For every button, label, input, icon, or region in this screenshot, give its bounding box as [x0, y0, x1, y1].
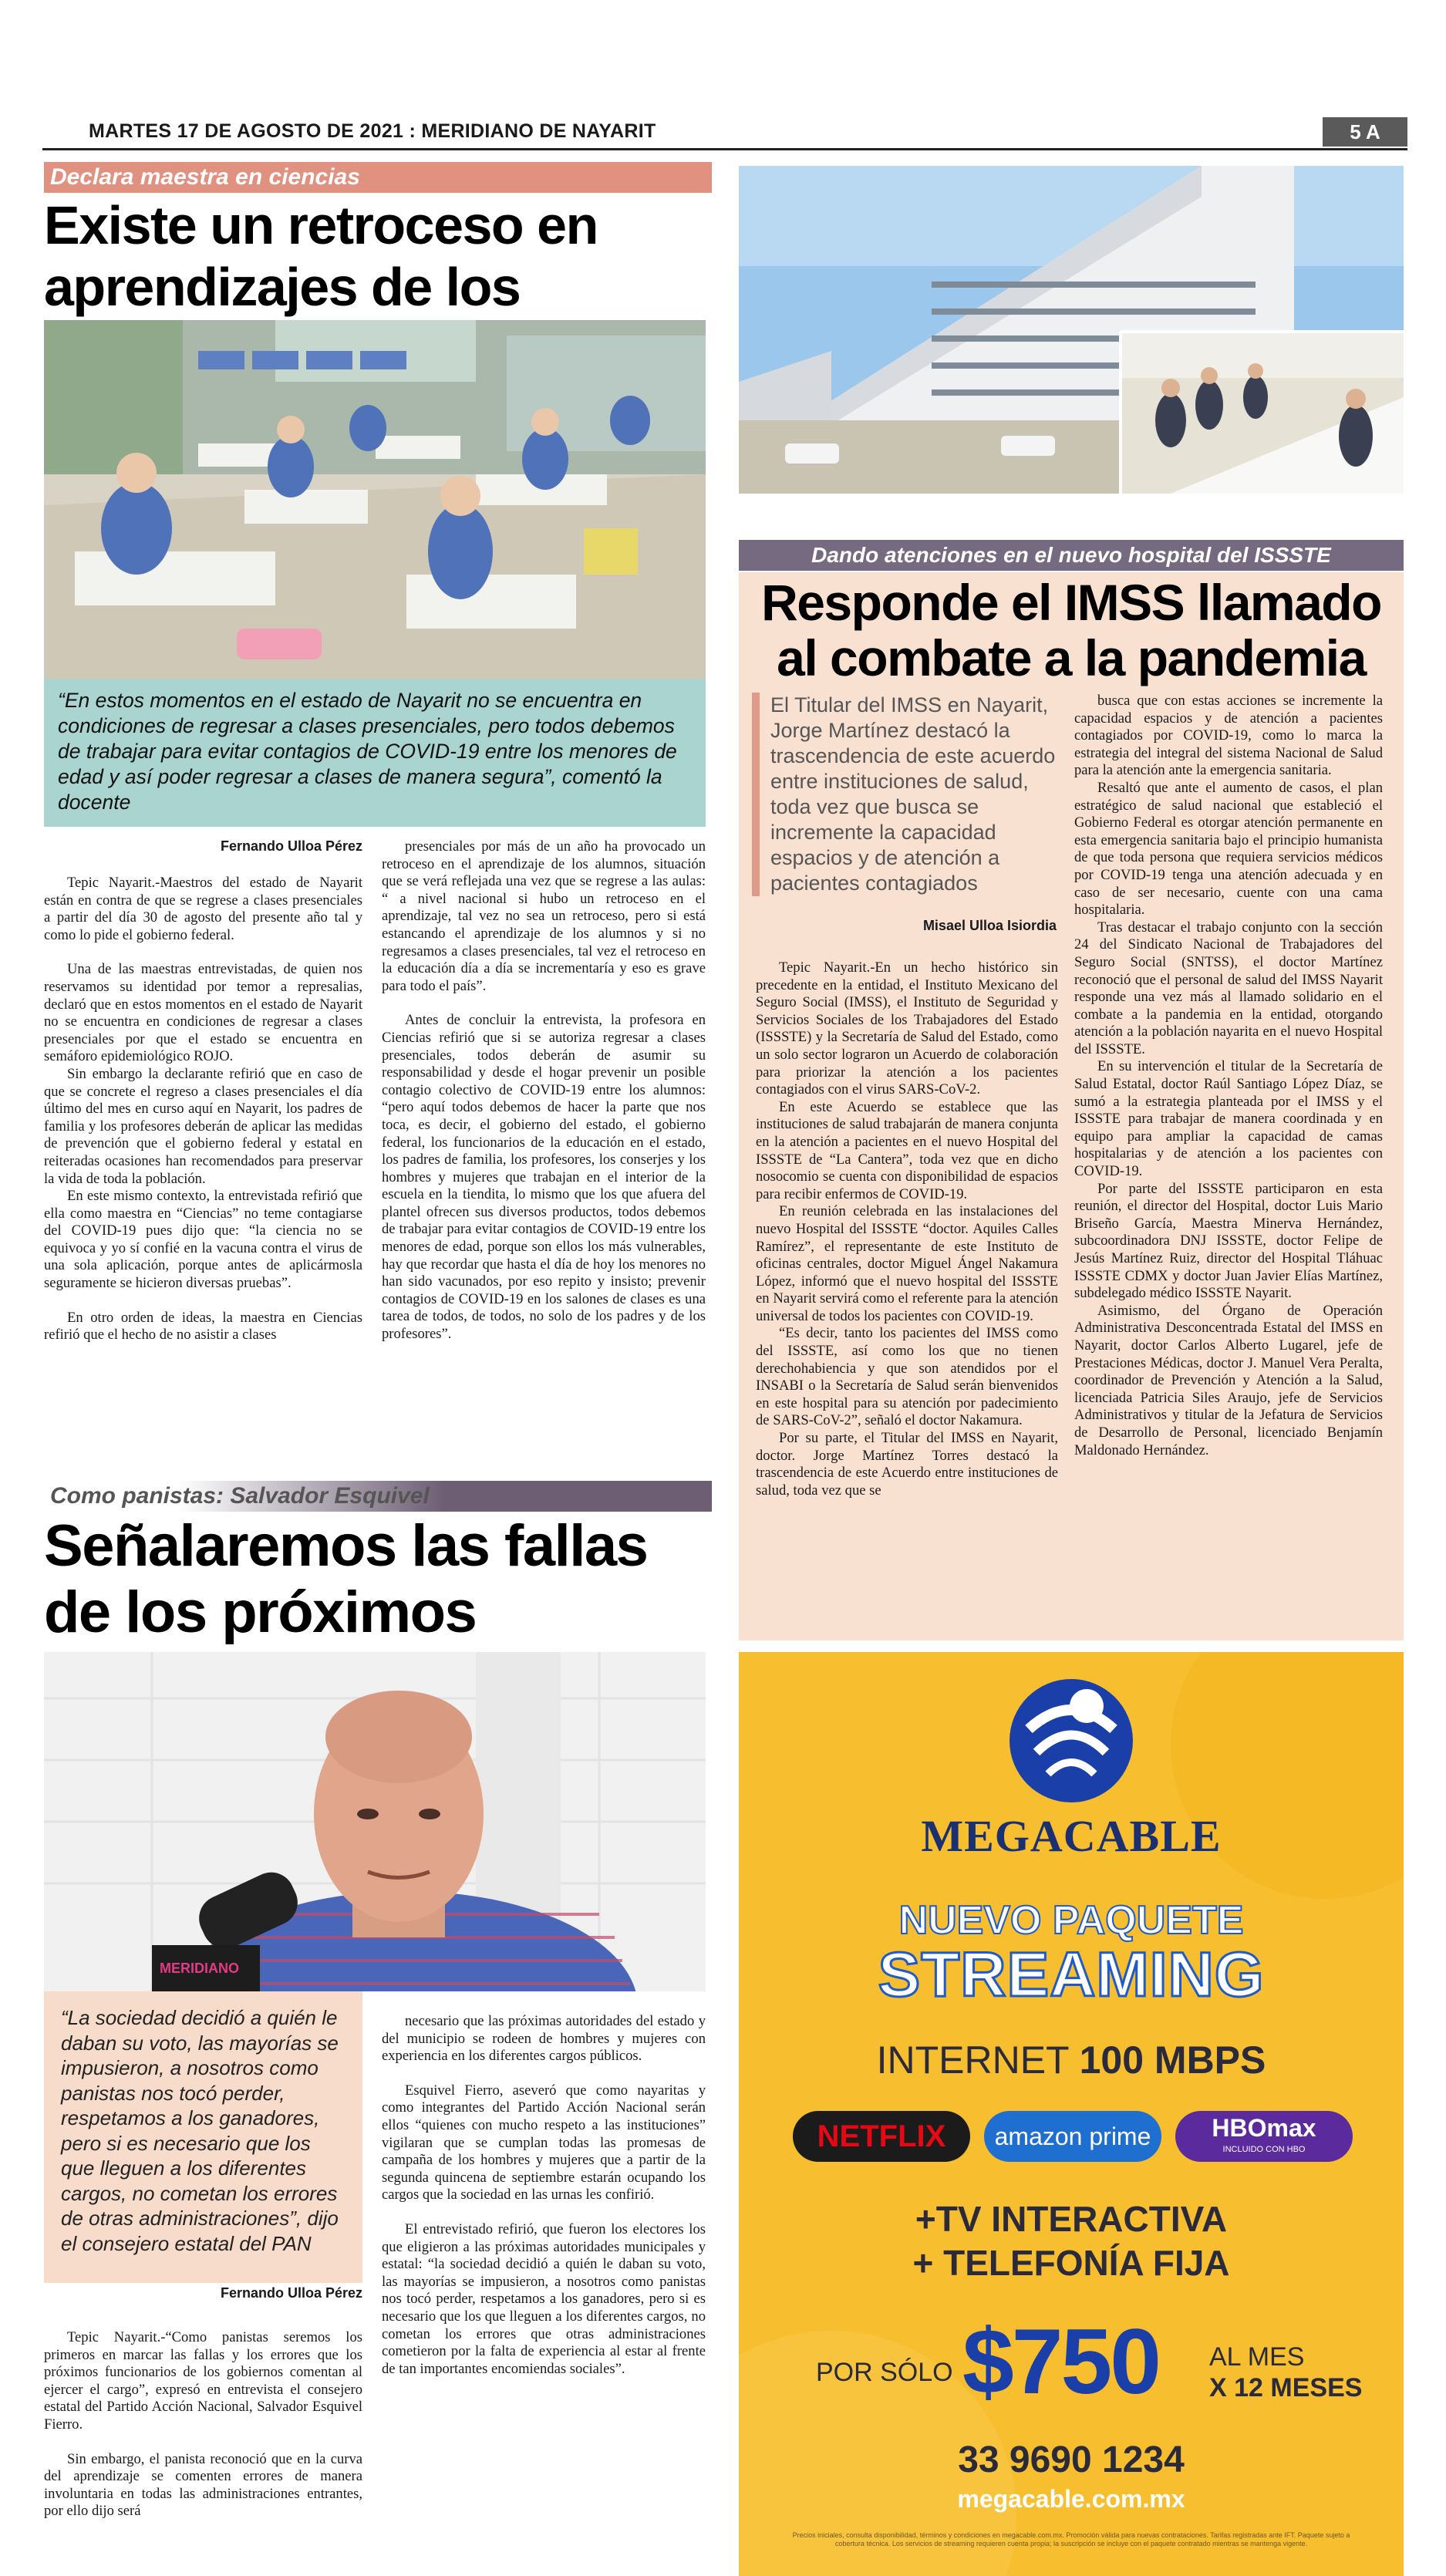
article2-c1-p2: En este Acuerdo se establece que las instituciones de salud trabajarán de manera conjunta en la atención a pacientes en el nuevo Hospital del ISSSTE de “La Cantera”, toda vez que en dicho nosocomio se cuenta con disponibilidad de espacios para recibir enfermos de COVID-19.: [756, 1098, 1058, 1202]
megacable-logo-icon: [1006, 1675, 1137, 1806]
masthead: [42, 117, 1407, 150]
page-number: 5 A: [1323, 117, 1407, 147]
ad-price-prefix: POR SÓLO: [816, 2358, 953, 2387]
article3-c1-p2: Sin embargo, el panista reconoció que en la curva del aprendizaje se comenten errores de manera involuntaria en todas las administraciones entrantes, por ello dijo será: [44, 2450, 362, 2520]
ad-internet-speed: 100 MBPS: [1079, 2038, 1266, 2082]
ad-phone[interactable]: 33 9690 1234: [958, 2439, 1185, 2480]
ad-price-note-1: AL MES: [1209, 2342, 1305, 2372]
ad-website-link[interactable]: megacable.com.mx: [957, 2485, 1185, 2513]
article2-c2-p1: busca que con estas acciones se incremente la capacidad espacios y de atención a pacientes contagiados por COVID-19, como lo marca la estrategia del integral del sistema Nacional de Salud para la atención ante la emergencia sanitaria.: [1074, 693, 1383, 779]
ad-price: $750: [962, 2310, 1159, 2413]
masthead-date-line: MARTES 17 DE AGOSTO DE 2021 : MERIDIANO DE NAYARIT: [89, 120, 656, 142]
megacable-brand: MEGACABLE: [921, 1811, 1222, 1861]
article3-c1-p1: Tepic Nayarit.-“Como panistas seremos los primeros en marcar las fallas y los errores que los próximos funcionarios de los gobiernos comentan al ejercer el cargo”, expresó en entrevista el consejero estatal del Partido Acción Nacional, Salvador Esquivel Fierro.: [44, 2329, 362, 2433]
article3-c2-p2: Esquivel Fierro, aseveró que como nayaritas y como integrantes del Partido Acción Nacional serán ellos “quienes con mucho respeto a las instituciones” vigilaran que se cumplan todas las promesas de campaña de los hombres y mujeres que a partir de la segunda quincena de septiembre estarán ocupando los cargos que la sociedad en las urnas les confirió.: [382, 2082, 706, 2203]
article2-c1-p4: “Es decir, tanto los pacientes del IMSS como del ISSSTE, así como los que no tienen derechohabiencia y que son atendidos por el INSABI o la Secretaría de Salud serán bienvenidos en este hospital para su atención por padecimiento de SARS-CoV-2”, señaló el doctor Nakamura.: [756, 1325, 1058, 1429]
ad-internet-line: [739, 2038, 1404, 2082]
article2-column1: [756, 959, 1058, 1499]
article1-column2: [382, 838, 706, 1344]
article1-c2-p2: Antes de concluir la entrevista, la profesora en Ciencias refirió que si se autoriza regresar a clases presenciales, todos deberán de asumir su responsabilidad y desde el hogar prevenir un posible contagio colectivo de COVID-19 entre los alumnos: “pero aquí todos debemos de hacer la parte que nos toca, es decir, el gobierno del estado, el gobierno federal, los funcionarios de la educación en el estado, los padres de familia, los profesores, los conserjes y los hombres y mujeres que trabajan en el interior de la escuela en la tiendita, lo mismo que los que afuera del plantel ofrecen sus diversos productos, todos debemos de trabajar para evitar contagios de COVID-19 entre los menores de edad, porque son ellos los más vulnerables, hay que recordar que hasta el día de hoy los menores no han sido vacunados, por eso repito y insisto; prevenir contagios de COVID-19 en los salones de clases es una tarea de todos, de todos, no solo de los padres y de los profesores”.: [382, 1012, 706, 1343]
article2-kicker: Dando atenciones en el nuevo hospital del ISSSTE: [739, 540, 1404, 571]
article3-c2-p1: necesario que las próximas autoridades del estado y del municipio se rodeen de hombres y mujeres con experiencia en los diferentes cargos públicos.: [382, 2013, 706, 2065]
article2-c1-p5: Por su parte, el Titular del IMSS en Nayarit, doctor. Jorge Martínez Torres destacó la trascendencia de este Acuerdo entre instituciones de salud, toda vez que se: [756, 1430, 1058, 1499]
article1-headline-line1: Existe un retroceso en: [44, 195, 598, 255]
article1-c1-p4: En este mismo contexto, la entrevistada refirió que ella como maestra en “Ciencias” no teme contagiarse del COVID-19 pues dijo que: “la ciencia no se equivoca y yo sí confié en la vacuna contra el virus de una sola aplicación, porque antes de aplicármosla seguramente se hicieron diversas pruebas”.: [44, 1188, 362, 1292]
article2-headline-line1: Responde el IMSS llamado: [761, 574, 1381, 631]
ad-extra-2: + TELEFONÍA FIJA: [912, 2243, 1230, 2283]
article2-pull-quote: El Titular del IMSS en Nayarit, Jorge Martínez destacó la trascendencia de este acuerdo entre instituciones de salud, toda vez que busca se incremente la capacidad espacios y de atención a pacientes contagiados: [752, 693, 1071, 896]
ad-price-note-2: X 12 MESES: [1209, 2373, 1363, 2402]
article2-c2-p6: Asimismo, del Órgano de Operación Administrativa Desconcentrada Estatal del IMSS en Nayarit, doctor Carlos Alberto Lugarel, jefe de Prestaciones Médicas, doctor J. Manuel Vera Peralta, coordinador de Prevención y Atención a la Salud, licenciada Patricia Siles Araujo, jefe de Servicios Administrativos y titular de la Jefatura de Servicios de Desarrollo de Personal, licenciado Benjamín Maldonado Hernández.: [1074, 1302, 1383, 1458]
article1-kicker: Declara maestra en ciencias: [44, 162, 712, 193]
article3-headline-line2: de los próximos: [44, 1580, 477, 1645]
ad-headline-2: STREAMING: [878, 1940, 1265, 2010]
article1-pull-quote: “En estos momentos en el estado de Nayarit no se encuentra en condiciones de regresar a clases presenciales, pero todos debemos de trabajar para evitar contagios de COVID-19 entre los menores de edad y así poder regresar a clases de manera segura”, comentó la docente: [44, 679, 706, 827]
article2-byline: Misael Ulloa Isiordia: [922, 918, 1057, 933]
article2-c2-p5: Por parte del ISSSTE participaron en esta reunión, el director del Hospital, doctor Luis Mario Briseño García, Maestra Minerva Hernández, subcoordinadora DNJ ISSSTE, doctor Felipe de Jesús Martínez Ruiz, director del Hospital Tláhuac ISSSTE CDMX y doctor Juan Javier Elías Martínez, subdelegado médico ISSSTE Nayarit.: [1074, 1180, 1383, 1302]
article3-byline: Fernando Ulloa Pérez: [220, 2285, 362, 2301]
article2-headline: [739, 575, 1404, 686]
ad-legal-text: Precios iniciales, consulta disponibilidad, términos y condiciones en megacable.com.mx. Promoción válida para nuevas contrataciones. Tarifas registradas ante IFT. Paquete sujeto a cobertura técnica. Los servicios de streaming requieren cuenta propia; la suscripción se incluye con el paquete contratado mientras se mantenga vigente.: [792, 2531, 1350, 2547]
ad-extra-1: +TV INTERACTIVA: [915, 2199, 1228, 2239]
article3-column1: [44, 2329, 362, 2520]
article3-column2: [382, 2013, 706, 2378]
ad-headline-1: NUEVO PAQUETE: [898, 1898, 1244, 1943]
article2-headline-line2: al combate a la pandemia: [777, 629, 1366, 686]
article2-column2: [1074, 693, 1383, 1459]
hbomax-sublabel: INCLUIDO CON HBO: [1222, 2145, 1306, 2154]
article2-c1-p1: Tepic Nayarit.-En un hecho histórico sin precedente en la entidad, el Instituto Mexicano del Seguro Social (IMSS), el Instituto de Seguridad y Servicios Sociales de los Trabajadores del Estado (ISSSTE) y la Secretaría de Salud del Estado, como un solo sector lograron un Acuerdo de colaboración para priorizar la atención a los pacientes contagiados con el virus SARS-CoV-2.: [756, 959, 1058, 1098]
article2-c2-p2: Resaltó que ante el aumento de casos, el plan estratégico de salud nacional que estableció el Gobierno Federal es otorgar atención permanente en esta emergencia sanitaria bajo el principio humanista de que toda persona que requiera servicios médicos por COVID-19 tenga una atención adecuada y en caso de ser necesario, cuente con una cama hospitalaria.: [1074, 779, 1383, 919]
article1-c2-p1: presenciales por más de un año ha provocado un retroceso en el aprendizaje de los alumnos, situación que se verá reflejada una vez que se regrese a las aulas: “ a nivel nacional si hubo un retroceso en el aprendizaje, tal vez no sea un retroceso, pero si está estancando el aprendizaje de los alumnos y si no regresamos a clases presenciales, tal vez el retroceso en la educación día a día se incrementaría y eso es grave para todo el país”.: [382, 838, 706, 994]
microphone-label: MERIDIANO: [160, 1961, 239, 1976]
article3-c2-p3: El entrevistado refirió, que fueron los electores los que eligieron a las próximas autoridades municipales y estatal: “la sociedad decidió a quién le daban su voto, las mayorías se impusieron, a nosotros como panistas nos tocó perder, respetamos a los ganadores, pero si es necesario que los que lleguen a los diferentes cargos, no cometan los errores que otras administraciones cometieron por la falta de experiencia al estar al frente de tan importantes encomiendas sociales”.: [382, 2220, 706, 2377]
amazon-prime-badge: amazon prime: [984, 2111, 1161, 2162]
article2-c2-p3: Tras destacar el trabajo conjunto con la sección 24 del Sindicato Nacional de Trabajadores del Seguro Social (SNTSS), el doctor Martínez reconoció que el personal de salud del IMSS Nayarit responde una vez más al llamado solidario en el combate a la pandemia en la entidad, otorgando atención a la población nayarita en el nuevo Hospital del ISSSTE.: [1074, 919, 1383, 1057]
article1-column1: [44, 875, 362, 1344]
classroom-photo: [44, 320, 706, 679]
hbomax-badge: [1175, 2111, 1353, 2162]
article3-headline-line1: Señalaremos las fallas: [44, 1513, 648, 1579]
politician-photo: [44, 1652, 706, 1991]
article1-byline: Fernando Ulloa Pérez: [220, 838, 362, 854]
article3-kicker: [44, 1481, 712, 1512]
hbomax-label: HBOmax: [1212, 2114, 1316, 2142]
article1-c1-p1: Tepic Nayarit.-Maestros del estado de Nayarit están en contra de que se regrese a clases presenciales a partir del día 30 de agosto del presente año tal y como lo pide el gobierno federal.: [44, 875, 362, 943]
article2-c2-p4: En su intervención el titular de la Secretaría de Salud Estatal, doctor Raúl Santiago López Díaz, se sumó a la estrategia planteada por el IMSS y el ISSSTE para trabajar de manera coordinada y en equipo para ampliar la capacidad de camas hospitalarias y de atención a los pacientes con COVID-19.: [1074, 1058, 1383, 1180]
netflix-badge: NETFLIX: [793, 2111, 970, 2162]
article1-c1-p3: Sin embargo la declarante refirió que en caso de que se concrete el regreso a clases presenciales el día último del mes en curso aquí en Nayarit, los padres de familia y los profesores deberán de aplicar las medidas de prevención que el gobierno federal y estatal en reiteradas ocasiones han recomendados para preservar la vida de toda la población.: [44, 1065, 362, 1187]
article1-c1-p5: En otro orden de ideas, la maestra en Ciencias refirió que el hecho de no asistir a clases: [44, 1309, 362, 1344]
article2-c1-p3: En reunión celebrada en las instalaciones del nuevo Hospital del ISSSTE “doctor. Aquiles Calles Ramírez”, el representante de este Instituto de oficinas centrales, doctor Miguel Ángel Nakamura López, informó que el nuevo hospital del ISSSTE en Nayarit servirá como el referente para la atención universal de todos los pacientes con COVID-19.: [756, 1203, 1058, 1324]
hospital-photo: [739, 166, 1404, 494]
megacable-ad[interactable]: [739, 1652, 1404, 2576]
ad-internet-prefix: INTERNET: [876, 2038, 1069, 2082]
article3-pull-quote: “La sociedad decidió a quién le daban su voto, las mayorías se impusieron, a nosotros como panistas nos tocó perder, respetamos a los ganadores, pero si es necesario que los que lleguen a los diferentes cargos, no cometan los errores de otras administraciones”, dijo el consejero estatal del PAN: [44, 1991, 362, 2283]
article1-c1-p2: Una de las maestras entrevistadas, de quien nos reservamos su identidad por temor a represalias, declaró que en estos momentos en el estado de Nayarit no se encuentra en condiciones de regresar a clases presenciales por que el estado se encuentra en semáforo epidemiológico ROJO.: [44, 961, 362, 1065]
article3-kicker-text: Como panistas: Salvador Esquivel: [50, 1483, 430, 1509]
article1-headline-line2: aprendizajes de los: [44, 257, 521, 317]
